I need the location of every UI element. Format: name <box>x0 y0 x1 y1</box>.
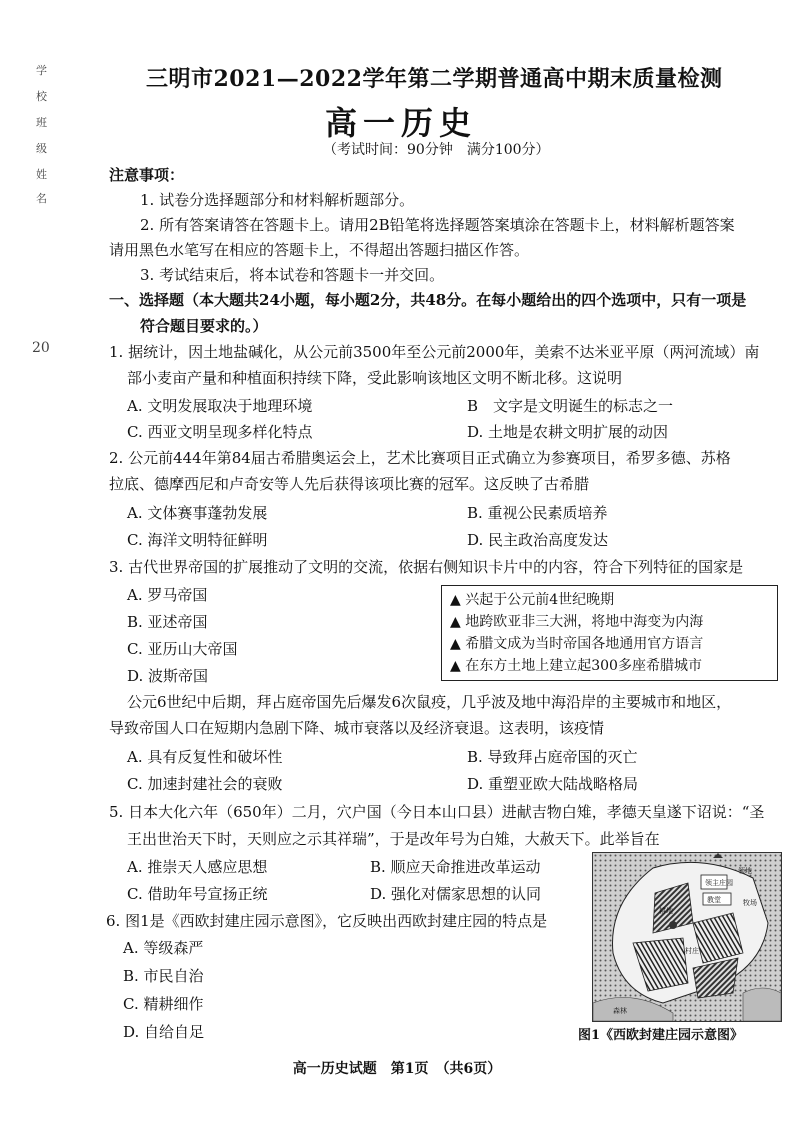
q3-option-c: C. 亚历山大帝国 <box>127 640 238 658</box>
notice-heading: 注意事项： <box>109 166 185 184</box>
q2-option-d: D. 民主政治高度发达 <box>467 531 609 549</box>
q6-option-c: C. 精耕细作 <box>123 995 204 1013</box>
q1-option-d: D. 土地是农耕文明扩展的动因 <box>467 423 669 441</box>
q5-stem: 5. 日本大化六年（650年）二月，穴户国（今日本山口县）进献吉物白雉，孝德天皇遂下诏说：“圣 <box>109 803 765 821</box>
margin-char: 班 <box>36 116 47 129</box>
figure-label: 村庄 <box>685 947 699 955</box>
card-line: ▲ 地跨欧亚非三大洲，将地中海变为内海 <box>450 614 704 630</box>
card-line: ▲ 兴起于公元前4世纪晚期 <box>450 592 615 608</box>
figure-label: 教堂 <box>707 896 721 904</box>
q1-option-a: A. 文明发展取决于地理环境 <box>127 397 313 415</box>
q2-option-a: A. 文体赛事蓬勃发展 <box>127 504 268 522</box>
q3-stem: 3. 古代世界帝国的扩展推动了文明的交流，依据右侧知识卡片中的内容，符合下列特征的国家是 <box>109 558 744 576</box>
q5-option-a: A. 推崇天人感应思想 <box>127 858 268 876</box>
margin-char: 姓 <box>36 168 47 181</box>
figure-label: 森林 <box>613 1007 627 1015</box>
margin-char: 校 <box>36 90 47 103</box>
notice-item: 请用黑色水笔写在相应的答题卡上，不得超出答题扫描区作答。 <box>109 241 530 259</box>
figure-label: 牧场 <box>743 899 757 907</box>
q4-stem: 公元6世纪中后期，拜占庭帝国先后爆发6次鼠疫，几乎波及地中海沿岸的主要城市和地区， <box>127 693 732 711</box>
margin-char: 学 <box>36 64 47 77</box>
figure-label: 领主庄园 <box>705 879 733 887</box>
q1-option-b: B 文字是文明诞生的标志之一 <box>467 397 674 415</box>
q4-option-d: D. 重塑亚欧大陆战略格局 <box>467 775 639 793</box>
q4-option-a: A. 具有反复性和破坏性 <box>127 748 283 766</box>
figure-label: 领地 <box>738 867 752 875</box>
q6-option-d: D. 自给自足 <box>123 1023 205 1041</box>
q6-stem: 6. 图1是《西欧封建庄园示意图》，它反映出西欧封建庄园的特点是 <box>106 912 548 930</box>
q1-stem: 1. 据统计，因土地盐碱化，从公元前3500年至公元前2000年，美索不达米亚平原（两河流域）南 <box>109 343 760 361</box>
page-footer: 高一历史试题 第1页 （共6页） <box>292 1061 502 1077</box>
margin-char: 级 <box>36 142 47 155</box>
section-heading-cont: 符合题目要求的。） <box>140 317 268 335</box>
subject-title: 高一历史 <box>325 104 478 142</box>
notice-item: 1. 试卷分选择题部分和材料解析题部分。 <box>140 191 415 209</box>
q4-stem-cont: 导致帝国人口在短期内急剧下降、城市衰落以及经济衰退。这表明，该疫情 <box>109 719 605 737</box>
notice-item: 3. 考试结束后，将本试卷和答题卡一并交回。 <box>140 266 445 284</box>
q3-option-b: B. 亚述帝国 <box>127 613 208 631</box>
q1-stem-cont: 部小麦亩产量和种植面积持续下降，受此影响该地区文明不断北移。这说明 <box>127 369 623 387</box>
q5-option-d: D. 强化对儒家思想的认同 <box>370 885 542 903</box>
q2-stem: 2. 公元前444年第84届古希腊奥运会上，艺术比赛项目正式确立为参赛项目，希罗多德、苏格 <box>109 449 731 467</box>
q4-option-c: C. 加速封建社会的衰败 <box>127 775 283 793</box>
knowledge-card <box>441 585 778 681</box>
notice-item: 2. 所有答案请答在答题卡上。请用2B铅笔将选择题答案填涂在答题卡上，材料解析题答案 <box>140 216 735 234</box>
q5-option-b: B. 顺应天命推进改革运动 <box>370 858 541 876</box>
card-line: ▲ 希腊文成为当时帝国各地通用官方语言 <box>450 636 704 652</box>
exam-title: 三明市2021—2022学年第二学期普通高中期末质量检测 <box>146 66 723 92</box>
card-line: ▲ 在东方土地上建立起300多座希腊城市 <box>450 658 702 674</box>
margin-char: 20 <box>32 340 50 356</box>
figure-label: 耕地 <box>659 907 673 915</box>
margin-char: 名 <box>36 192 47 205</box>
q6-option-b: B. 市民自治 <box>123 967 204 985</box>
q3-option-d: D. 波斯帝国 <box>127 667 209 685</box>
q2-stem-cont: 拉底、德摩西尼和卢奇安等人先后获得该项比赛的冠军。这反映了古希腊 <box>109 475 590 493</box>
manor-map-svg <box>593 853 781 1021</box>
section-heading: 一、选择题（本大题共24小题，每小题2分，共48分。在每小题给出的四个选项中，只有一项是 <box>109 291 747 309</box>
figure-caption: 图1《西欧封建庄园示意图》 <box>578 1028 744 1043</box>
q6-option-a: A. 等级森严 <box>123 939 204 957</box>
q4-option-b: B. 导致拜占庭帝国的灭亡 <box>467 748 638 766</box>
q5-stem-cont: 王出世治天下时，天则应之示其祥瑞”，于是改年号为白雉，大赦天下。此举旨在 <box>127 830 660 848</box>
q2-option-b: B. 重视公民素质培养 <box>467 504 608 522</box>
manor-illustration <box>592 852 782 1022</box>
exam-info: （考试时间：90分钟 满分100分） <box>323 142 550 158</box>
q2-option-c: C. 海洋文明特征鲜明 <box>127 531 268 549</box>
q3-option-a: A. 罗马帝国 <box>127 586 208 604</box>
q1-option-c: C. 西亚文明呈现多样化特点 <box>127 423 313 441</box>
q5-option-c: C. 借助年号宣扬正统 <box>127 885 268 903</box>
